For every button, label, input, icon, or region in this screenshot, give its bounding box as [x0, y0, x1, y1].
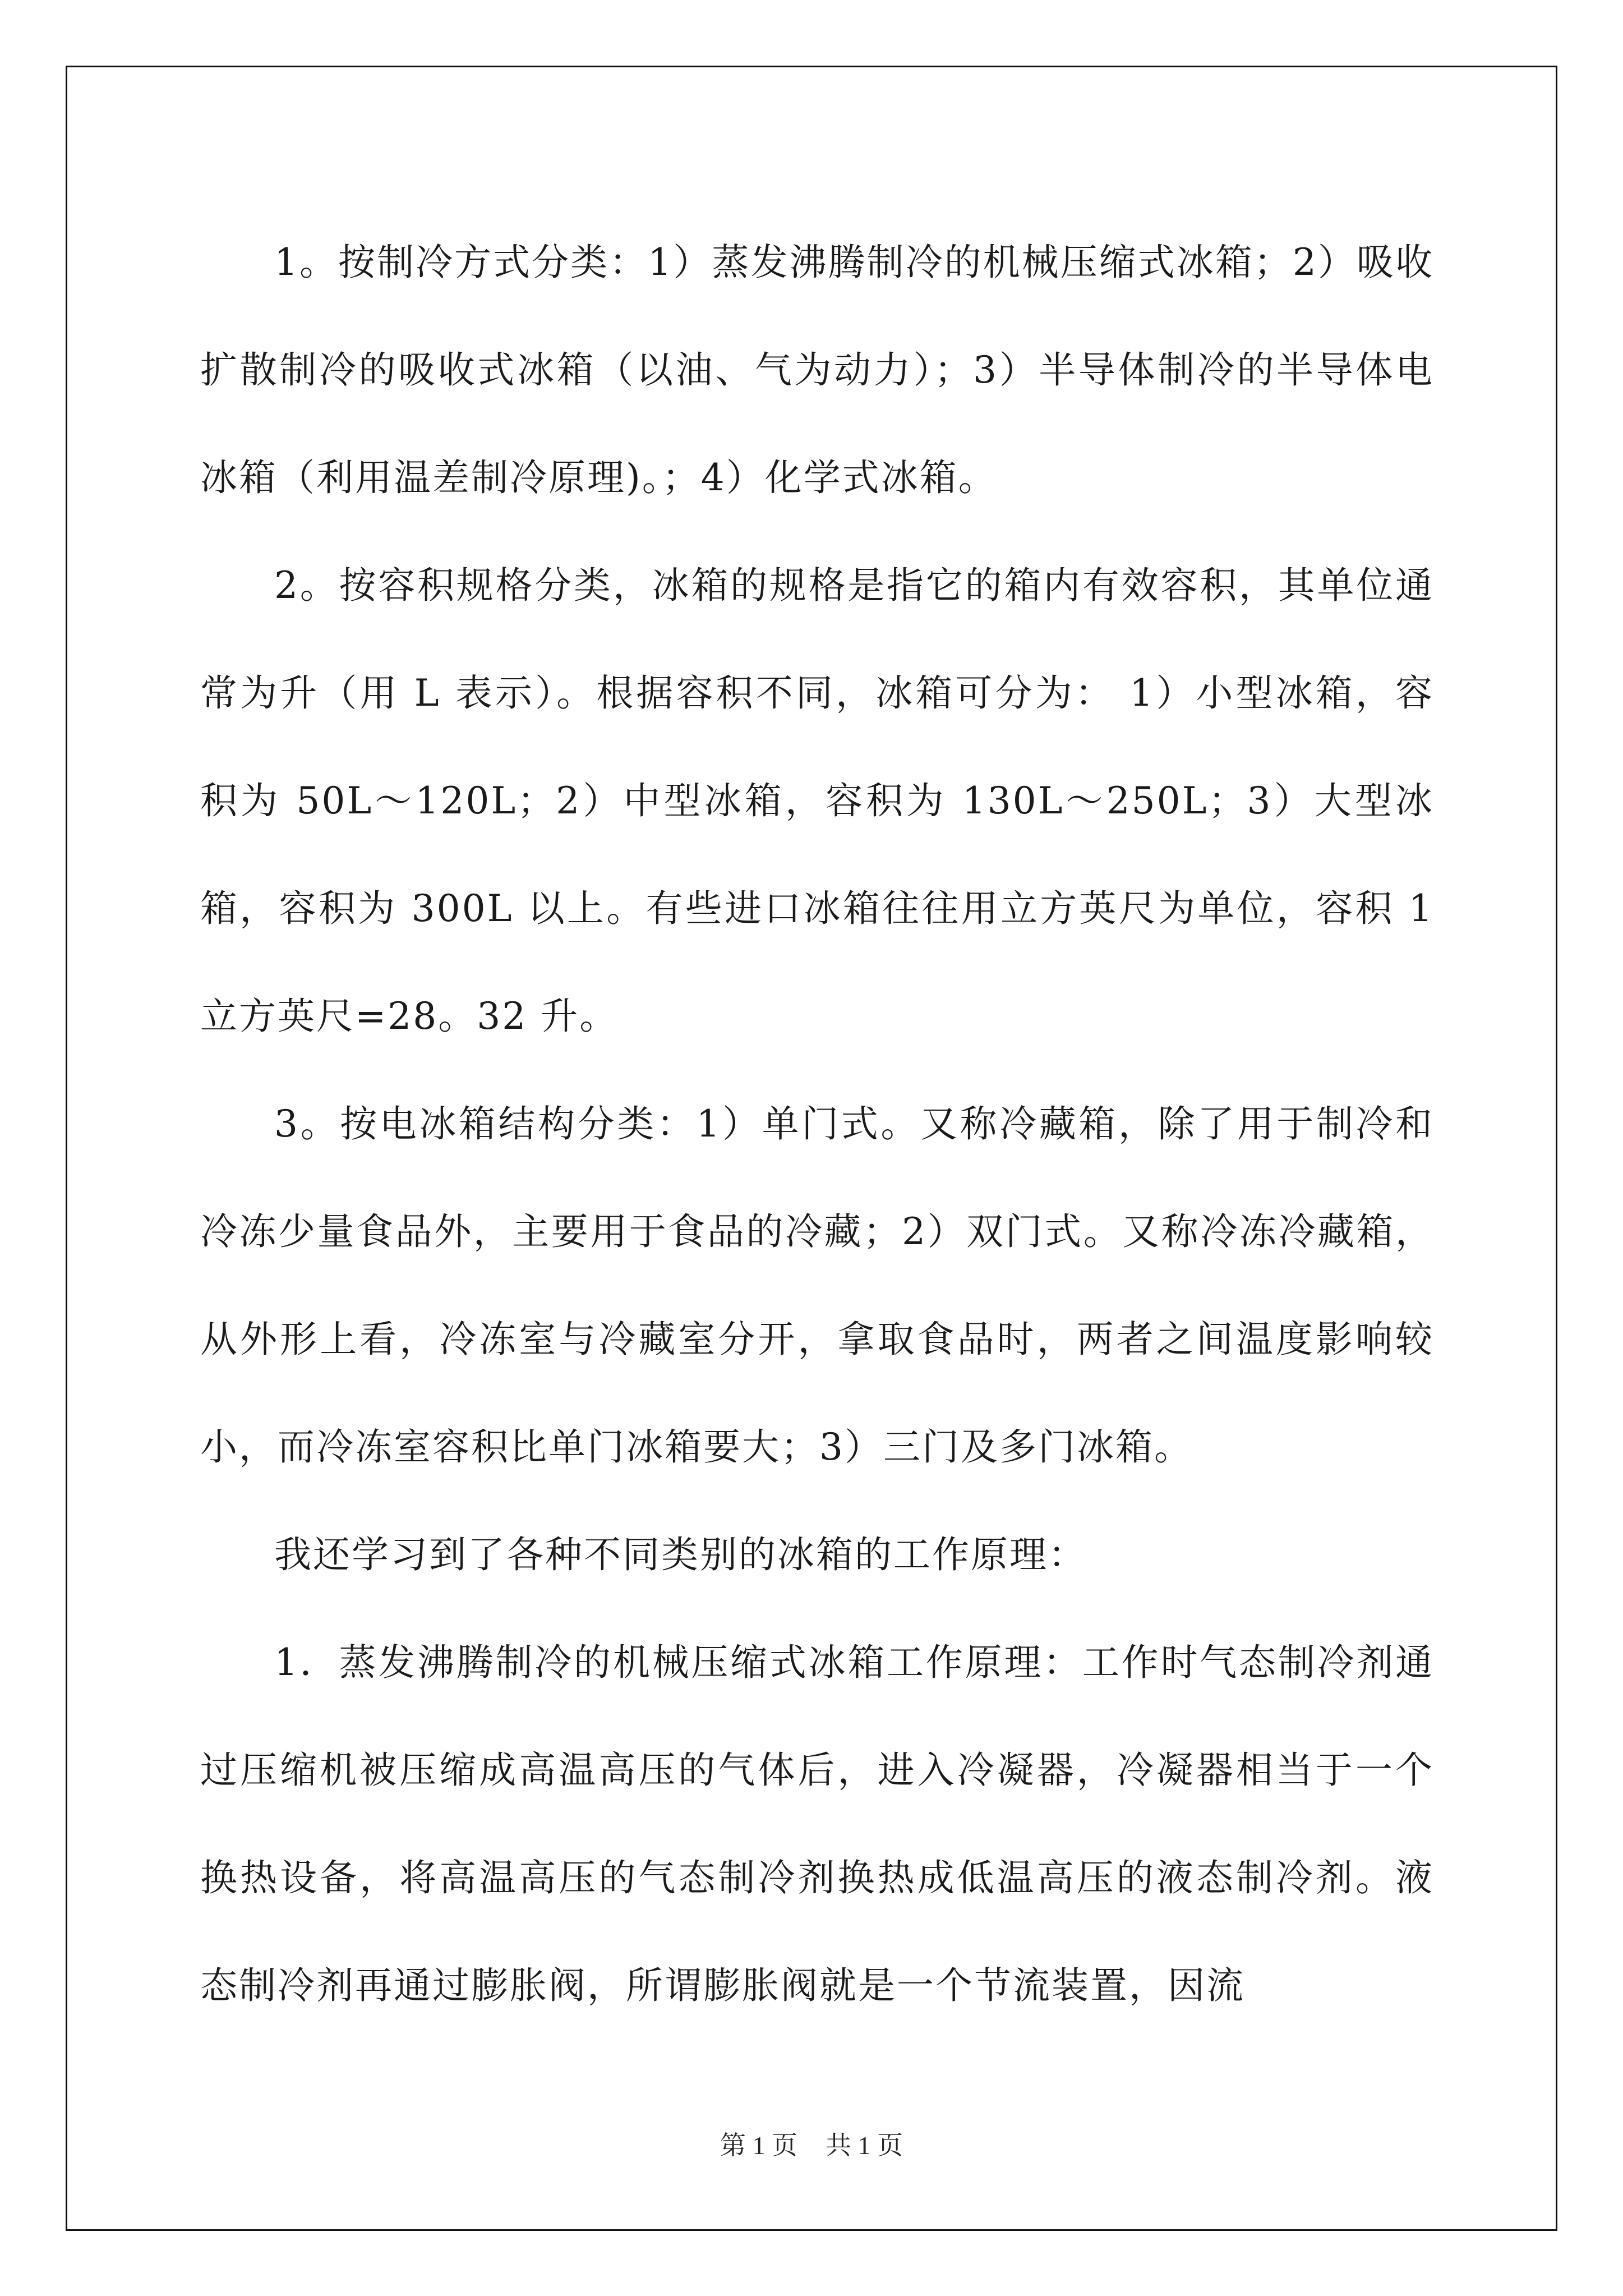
paragraph-classification-by-capacity: 2。按容积规格分类，冰箱的规格是指它的箱内有效容积，其单位通常为升（用 L 表示）。根据容积不同，冰箱可分为： 1）小型冰箱，容积为 50L～120L；2）中型冰箱，容积为 130L～250L；3）大型冰箱，容积为 300L 以上。有些进口冰箱往往用立方英尺为单位，容积 1 立方英尺=28。32 升。 [200, 564, 1434, 1038]
paragraph-working-principle-intro: 我还学习到了各种不同类别的冰箱的工作原理： [274, 1533, 1087, 1576]
paragraph-classification-by-structure: 3。按电冰箱结构分类：1）单门式。又称冷藏箱，除了用于制冷和冷冻少量食品外，主要用于食品的冷藏；2）双门式。又称冷冻冷藏箱，从外形上看，冷冻室与冷藏室分开，拿取食品时，两者之间温度影响较小，而冷冻室容积比单门冰箱要大；3）三门及多门冰箱。 [200, 1102, 1434, 1469]
paragraph-classification-by-cooling: 1。按制冷方式分类：1）蒸发沸腾制冷的机械压缩式冰箱；2）吸收扩散制冷的吸收式冰箱（以油、气为动力）；3）半导体制冷的半导体电冰箱（利用温差制冷原理)。；4）化学式冰箱。 [200, 241, 1434, 499]
page-number-total: 共 1 页 [826, 2131, 903, 2160]
document-body [200, 209, 1434, 2040]
page-number-current: 第 1 页 [720, 2131, 797, 2160]
page-footer [0, 2129, 1623, 2162]
paragraph-compression-principle: 1．蒸发沸腾制冷的机械压缩式冰箱工作原理：工作时气态制冷剂通过压缩机被压缩成高温高压的气体后，进入冷凝器，冷凝器相当于一个换热设备，将高温高压的气态制冷剂换热成低温高压的液态制冷剂。液态制冷剂再通过膨胀阀，所谓膨胀阀就是一个节流装置，因流 [200, 1641, 1434, 2007]
